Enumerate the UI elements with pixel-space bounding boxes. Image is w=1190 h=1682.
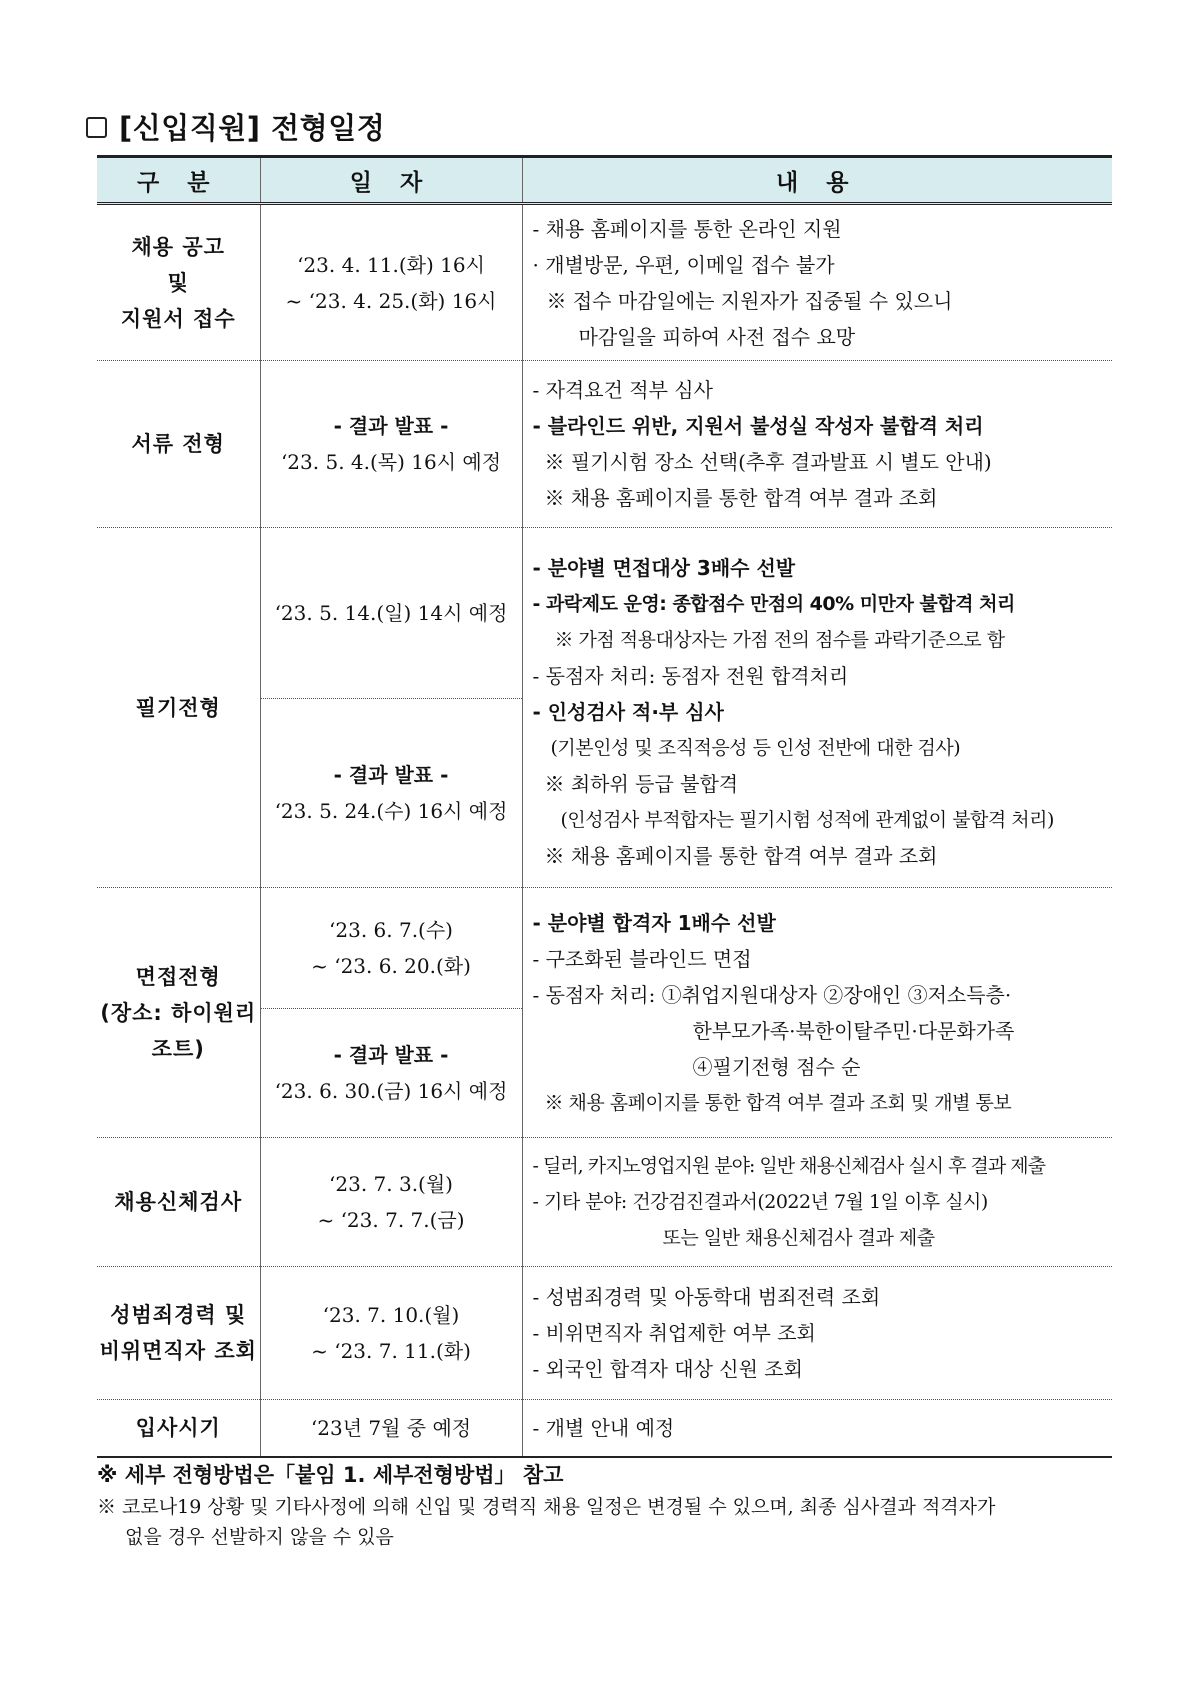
- header-ilja: 일 자: [260, 157, 522, 204]
- table-row: [97, 361, 1112, 528]
- footnote-2-continued: 없을 경우 선발하지 않을 수 있음: [125, 1526, 394, 1548]
- row3-gubun: 필기전형: [97, 528, 260, 888]
- row7-content: - 개별 안내 예정: [522, 1400, 1112, 1458]
- row5-gubun: 채용신체검사: [97, 1138, 260, 1267]
- row4-date-result: - 결과 발표 - ‘23. 6. 30.(금) 16시 예정: [260, 1009, 522, 1138]
- row1-content: - 채용 홈페이지를 통한 온라인 지원 · 개별방문, 우편, 이메일 접수 불가 ※ 접수 마감일에는 지원자가 집중될 수 있으니 마감일을 피하여 사전 접수 요망: [522, 204, 1112, 361]
- row3-date-result: - 결과 발표 - ‘23. 5. 24.(수) 16시 예정: [260, 699, 522, 888]
- row4-gubun: 면접전형 (장소: 하이원리조트): [97, 888, 260, 1138]
- table-row: [97, 528, 1112, 699]
- row7-dates: ‘23년 7월 중 예정: [260, 1400, 522, 1458]
- checkbox-square-icon: [86, 117, 107, 138]
- row4-dates: ‘23. 6. 7.(수) ~ ‘23. 6. 20.(화): [260, 888, 522, 1009]
- table-row: [97, 888, 1112, 1009]
- row7-gubun: 입사시기: [97, 1400, 260, 1458]
- row6-dates: ‘23. 7. 10.(월) ~ ‘23. 7. 11.(화): [260, 1267, 522, 1400]
- table-header-row: [97, 157, 1112, 204]
- footnote-1: ※ 세부 전형방법은「붙임 1. 세부전형방법」 참고: [97, 1463, 564, 1487]
- row5-content: - 딜러, 카지노영업지원 분야: 일반 채용신체검사 실시 후 결과 제출 - 기타 분야: 건강검진결과서(2022년 7월 1일 이후 실시) 또는 일반 채용신체검사 결과 제출: [522, 1138, 1112, 1267]
- row2-content: - 자격요건 적부 심사 - 블라인드 위반, 지원서 불성실 작성자 불합격 처리 ※ 필기시험 장소 선택(추후 결과발표 시 별도 안내) ※ 채용 홈페이지를 통한 합격 여부 결과 조회: [522, 361, 1112, 528]
- title-text: [신입직원] 전형일정: [119, 110, 386, 145]
- row4-content: - 분야별 합격자 1배수 선발 - 구조화된 블라인드 면접 - 동점자 처리: ①취업지원대상자 ②장애인 ③저소득층· 한부모가족·북한이탈주민·다문화가족 ④필기전형 점수 순 ※ 채용 홈페이지를 통한 합격 여부 결과 조회 및 개별 통보: [522, 888, 1112, 1138]
- table-row: [97, 1400, 1112, 1458]
- row1-dates: ‘23. 4. 11.(화) 16시 ~ ‘23. 4. 25.(화) 16시: [260, 204, 522, 361]
- row3-content: - 분야별 면접대상 3배수 선발 - 과락제도 운영: 종합점수 만점의 40% 미만자 불합격 처리 ※ 가점 적용대상자는 가점 전의 점수를 과락기준으로 함 - 동점자 처리: 동점자 전원 합격처리 - 인성검사 적·부 심사 (기본인성 및 조직적응성 등 인성 전반에 대한 검사) ※ 최하위 등급 불합격 (인성검사 부적합자는 필기시험 성적에 관계없이 불합격 처리) ※ 채용 홈페이지를 통한 합격 여부 결과 조회: [522, 528, 1112, 888]
- page-title: [86, 104, 385, 148]
- header-gubun: 구 분: [97, 157, 260, 204]
- table-row: [97, 1267, 1112, 1400]
- table-row: [97, 1138, 1112, 1267]
- row6-gubun: 성범죄경력 및 비위면직자 조회: [97, 1267, 260, 1400]
- schedule-table: [97, 155, 1112, 1458]
- row2-dates: - 결과 발표 - ‘23. 5. 4.(목) 16시 예정: [260, 361, 522, 528]
- footnotes: [97, 1458, 1117, 1552]
- footnote-2: ※ 코로나19 상황 및 기타사정에 의해 신입 및 경력직 채용 일정은 변경될 수 있으며, 최종 심사결과 적격자가: [97, 1496, 996, 1518]
- row1-gubun: 채용 공고 및 지원서 접수: [97, 204, 260, 361]
- row5-dates: ‘23. 7. 3.(월) ~ ‘23. 7. 7.(금): [260, 1138, 522, 1267]
- row6-content: - 성범죄경력 및 아동학대 범죄전력 조회 - 비위면직자 취업제한 여부 조회 - 외국인 합격자 대상 신원 조회: [522, 1267, 1112, 1400]
- row3-date-exam: ‘23. 5. 14.(일) 14시 예정: [260, 528, 522, 699]
- header-naeyong: 내 용: [522, 157, 1112, 204]
- row2-gubun: 서류 전형: [97, 361, 260, 528]
- table-row: [97, 204, 1112, 361]
